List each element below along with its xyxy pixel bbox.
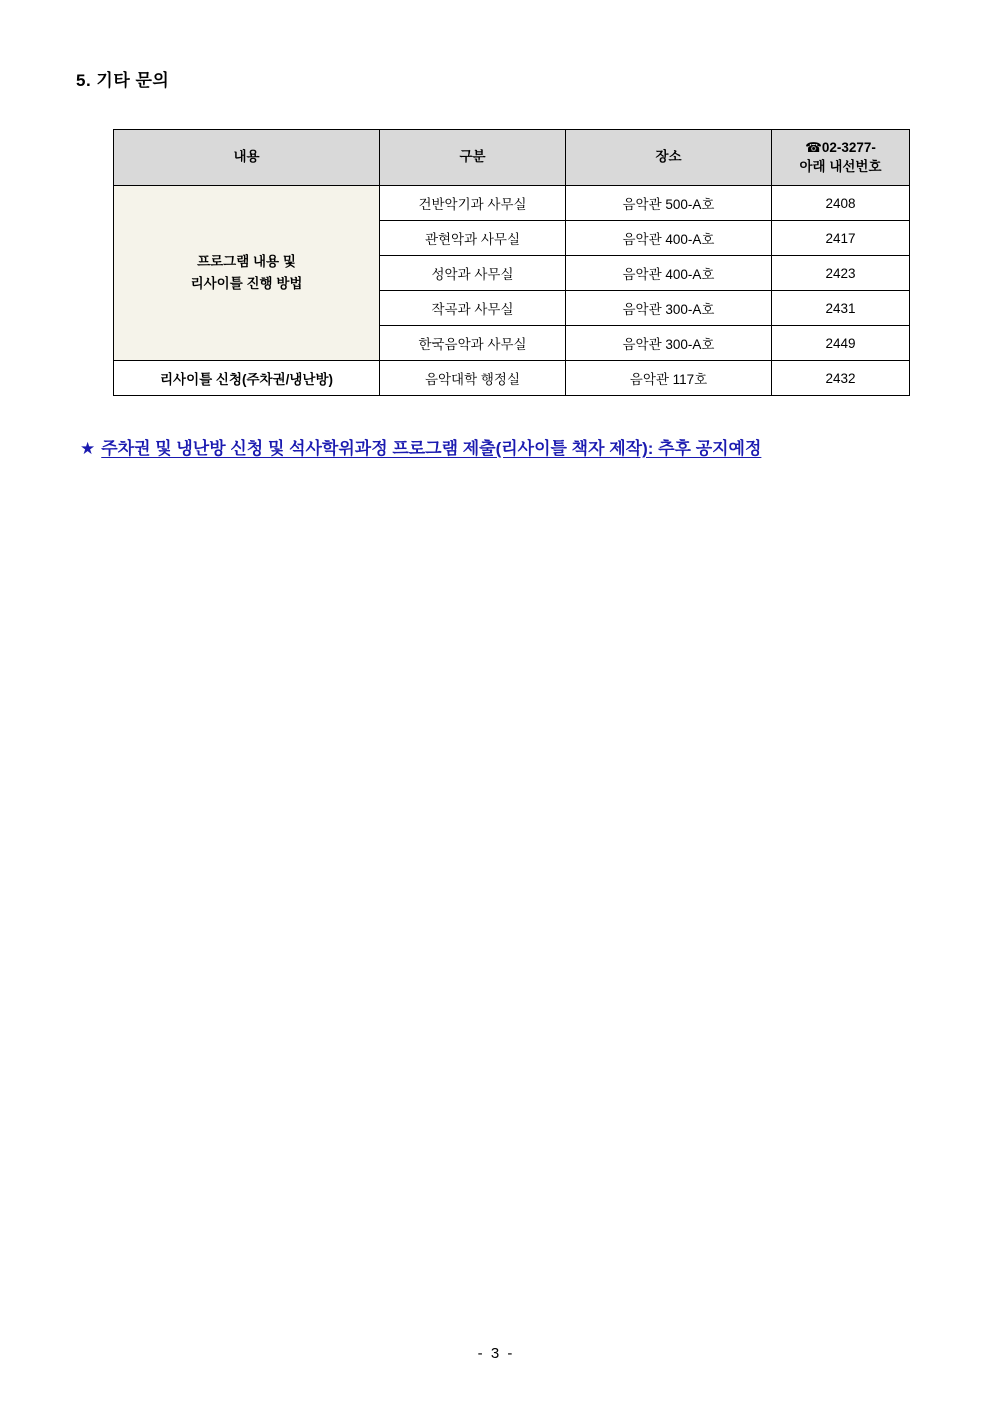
cell-type: 성악과 사무실 (380, 256, 566, 291)
cell-type: 관현악과 사무실 (380, 221, 566, 256)
note-text: 주차권 및 냉난방 신청 및 석사학위과정 프로그램 제출(리사이틀 책자 제작): 추후 공지예정 (101, 439, 762, 458)
cell-type: 건반악기과 사무실 (380, 186, 566, 221)
star-icon: ★ (80, 439, 96, 458)
note-line (80, 434, 761, 459)
cell-phone: 2417 (772, 221, 910, 256)
contact-table (113, 129, 910, 396)
cell-phone: 2432 (772, 361, 910, 396)
column-header-phone (772, 130, 910, 186)
cell-phone: 2431 (772, 291, 910, 326)
page-number: - 3 - (477, 1345, 515, 1362)
cell-type: 음악대학 행정실 (380, 361, 566, 396)
group-label-line2: 리사이틀 진행 방법 (190, 276, 303, 291)
cell-phone: 2408 (772, 186, 910, 221)
cell-place: 음악관 300-A호 (566, 291, 772, 326)
cell-place: 음악관 400-A호 (566, 256, 772, 291)
group-label-cell (114, 186, 380, 361)
column-header-place: 장소 (566, 130, 772, 186)
cell-phone: 2449 (772, 326, 910, 361)
cell-place: 음악관 300-A호 (566, 326, 772, 361)
contact-table-container (113, 129, 909, 396)
page-title: 5. 기타 문의 (76, 71, 170, 90)
column-header-type: 구분 (380, 130, 566, 186)
column-header-content: 내용 (114, 130, 380, 186)
table-body (114, 186, 910, 396)
cell-phone: 2423 (772, 256, 910, 291)
table-row (114, 186, 910, 221)
phone-header-line1: ☎02-3277- (805, 140, 876, 156)
cell-type: 작곡과 사무실 (380, 291, 566, 326)
cell-type: 한국음악과 사무실 (380, 326, 566, 361)
cell-content: 리사이틀 신청(주차권/냉난방) (114, 361, 380, 396)
cell-place: 음악관 500-A호 (566, 186, 772, 221)
table-header-row (114, 130, 910, 186)
cell-place: 음악관 117호 (566, 361, 772, 396)
table-header (114, 130, 910, 186)
cell-place: 음악관 400-A호 (566, 221, 772, 256)
table-row (114, 361, 910, 396)
phone-header-line2: 아래 내선번호 (799, 158, 882, 174)
group-label-line1: 프로그램 내용 및 (197, 254, 296, 270)
